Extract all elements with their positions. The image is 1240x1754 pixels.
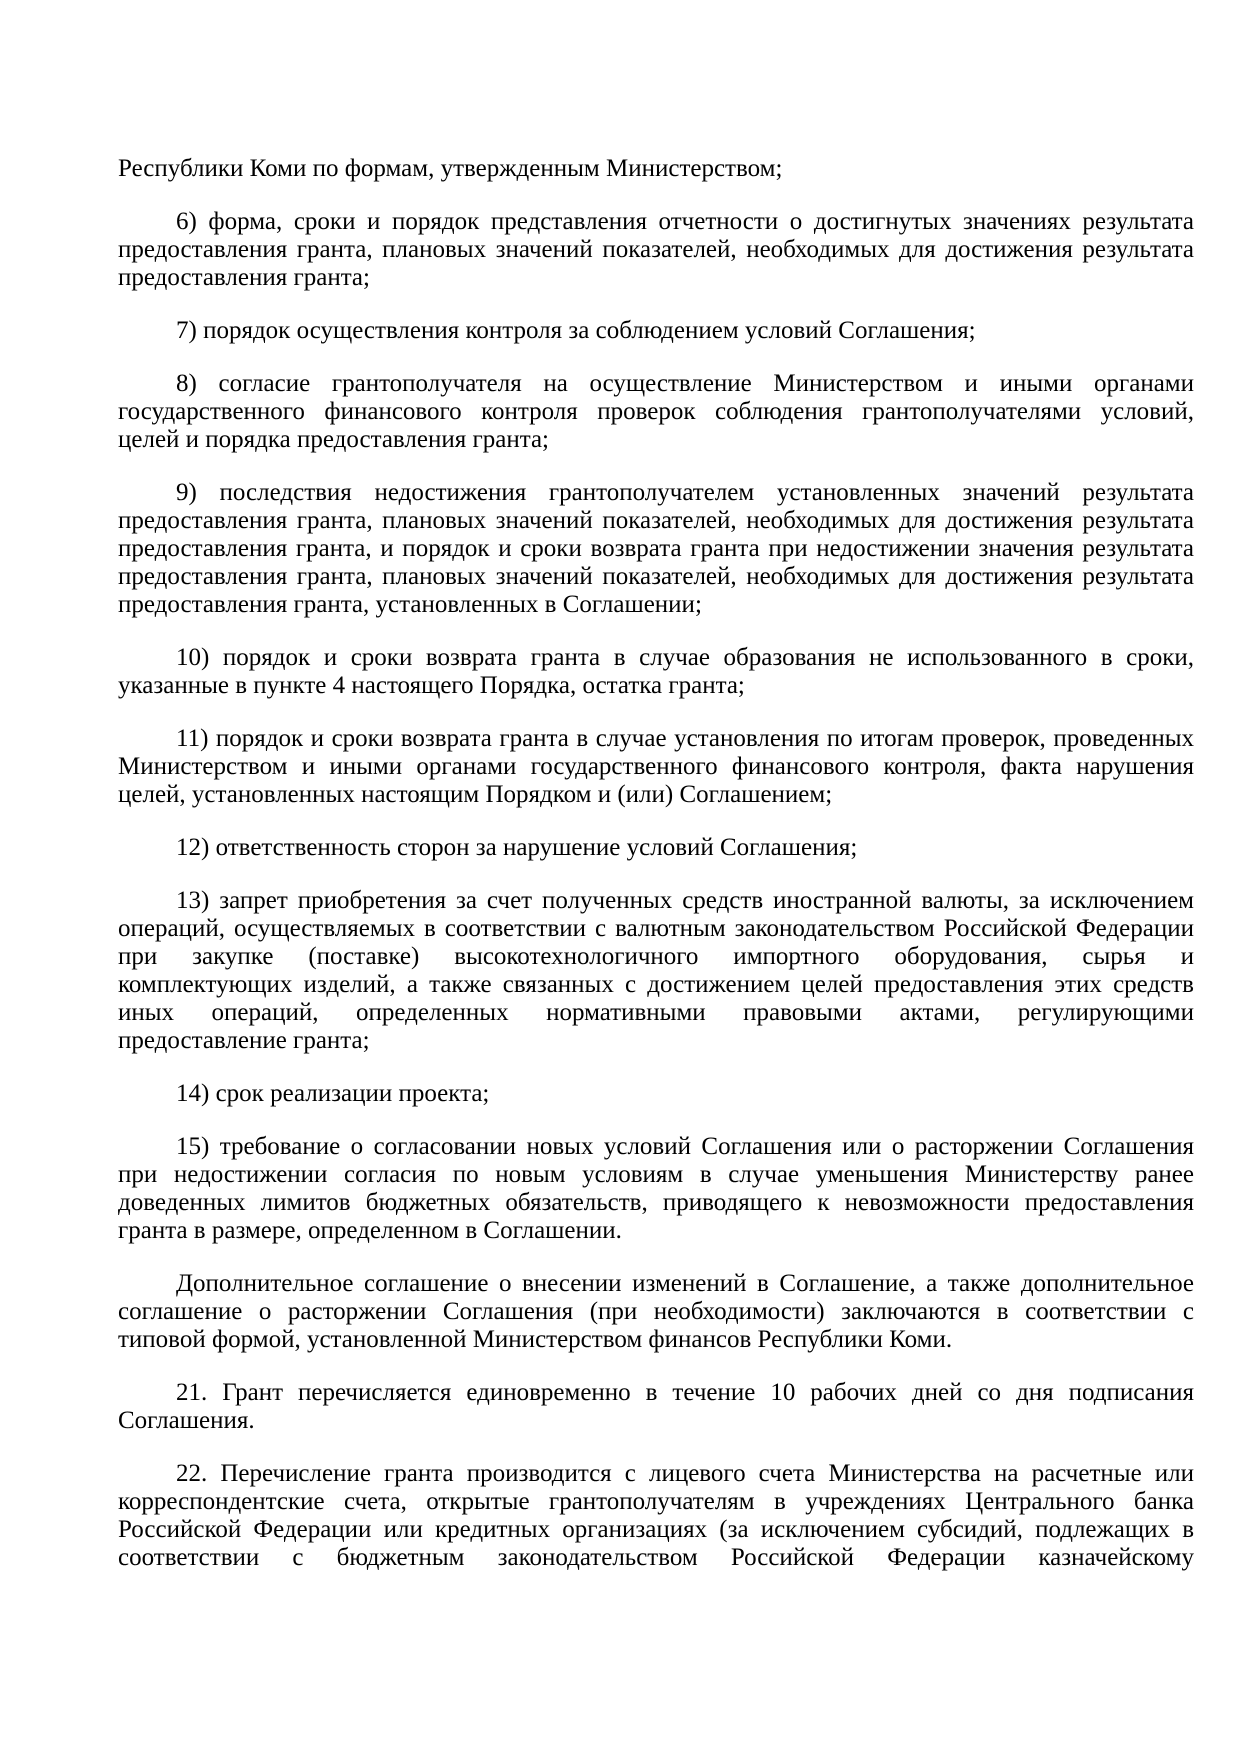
text-line: иных операций, определенных нормативными правовыми актами, регулирующими [118, 999, 1194, 1026]
text-line: типовой формой, установленной Министерством финансов Республики Коми. [118, 1326, 953, 1353]
text-line: предоставление гранта; [118, 1027, 370, 1054]
text-line: 13) запрет приобретения за счет полученных средств иностранной валюты, за исключением [176, 887, 1194, 914]
text-line: гранта в размере, определенном в Соглашении. [118, 1217, 622, 1244]
text-line: государственного финансового контроля проверок соблюдения грантополучателями условий, [118, 398, 1194, 425]
text-line: 8) согласие грантополучателя на осуществление Министерством и иными органами [176, 370, 1194, 397]
paragraph [118, 1460, 1194, 1572]
text-line: 10) порядок и сроки возврата гранта в случае образования не использованного в сроки, [176, 644, 1194, 671]
paragraph [118, 370, 1194, 454]
paragraph [118, 644, 1194, 700]
paragraph [118, 317, 1194, 345]
text-line: доведенных лимитов бюджетных обязательств, приводящего к невозможности предоставления [118, 1189, 1194, 1216]
paragraph [118, 725, 1194, 809]
paragraph [118, 479, 1194, 619]
text-line: корреспондентские счета, открытые грантополучателям в учреждениях Центрального банка [118, 1488, 1194, 1515]
paragraph [118, 1379, 1194, 1435]
paragraph [118, 1080, 1194, 1108]
text-line: 6) форма, сроки и порядок представления отчетности о достигнутых значениях результата [176, 208, 1194, 235]
paragraph [118, 1270, 1194, 1354]
text-line: Российской Федерации или кредитных организациях (за исключением субсидий, подлежащих в [118, 1516, 1194, 1543]
text-line: 12) ответственность сторон за нарушение условий Соглашения; [176, 834, 858, 861]
text-line: операций, осуществляемых в соответствии с валютным законодательством Российской Федерации [118, 915, 1194, 942]
text-line: Дополнительное соглашение о внесении изменений в Соглашение, а также дополнительное [176, 1270, 1194, 1297]
text-line: Министерством и иными органами государственного финансового контроля, факта нарушения [118, 753, 1194, 780]
text-line: Республики Коми по формам, утвержденным Министерством; [118, 155, 783, 182]
text-line: 14) срок реализации проекта; [176, 1080, 490, 1107]
text-line: 22. Перечисление гранта производится с лицевого счета Министерства на расчетные или [176, 1460, 1194, 1487]
text-line: предоставления гранта; [118, 264, 370, 291]
document-page [118, 155, 1194, 1597]
paragraph [118, 208, 1194, 292]
paragraph [118, 834, 1194, 862]
text-line: 9) последствия недостижения грантополучателем установленных значений результата [176, 479, 1194, 506]
text-line: 21. Грант перечисляется единовременно в течение 10 рабочих дней со дня подписания [176, 1379, 1194, 1406]
text-line: Соглашения. [118, 1407, 255, 1434]
text-line: комплектующих изделий, а также связанных с достижением целей предоставления этих средств [118, 971, 1194, 998]
text-line: 15) требование о согласовании новых условий Соглашения или о расторжении Соглашения [176, 1133, 1194, 1160]
paragraph [118, 1133, 1194, 1245]
text-line: целей, установленных настоящим Порядком и (или) Соглашением; [118, 781, 833, 808]
text-line: 7) порядок осуществления контроля за соблюдением условий Соглашения; [176, 317, 976, 344]
text-line: целей и порядка предоставления гранта; [118, 426, 549, 453]
text-line: при недостижении согласия по новым условиям в случае уменьшения Министерству ранее [118, 1161, 1194, 1188]
text-line: предоставления гранта, плановых значений показателей, необходимых для достижения результата [118, 563, 1194, 590]
text-line: соглашение о расторжении Соглашения (при необходимости) заключаются в соответствии с [118, 1298, 1194, 1325]
text-line: предоставления гранта, установленных в Соглашении; [118, 591, 702, 618]
text-line: предоставления гранта, плановых значений показателей, необходимых для достижения результата [118, 507, 1194, 534]
text-line: 11) порядок и сроки возврата гранта в случае установления по итогам проверок, проведенных [176, 725, 1194, 752]
text-line: предоставления гранта, и порядок и сроки возврата гранта при недостижении значения результата [118, 535, 1194, 562]
text-line: указанные в пункте 4 настоящего Порядка, остатка гранта; [118, 672, 745, 699]
paragraph [118, 887, 1194, 1055]
text-line: при закупке (поставке) высокотехнологичного импортного оборудования, сырья и [118, 943, 1194, 970]
paragraph [118, 155, 1194, 183]
text-line: предоставления гранта, плановых значений показателей, необходимых для достижения результата [118, 236, 1194, 263]
text-line: соответствии с бюджетным законодательством Российской Федерации казначейскому [118, 1544, 1194, 1571]
